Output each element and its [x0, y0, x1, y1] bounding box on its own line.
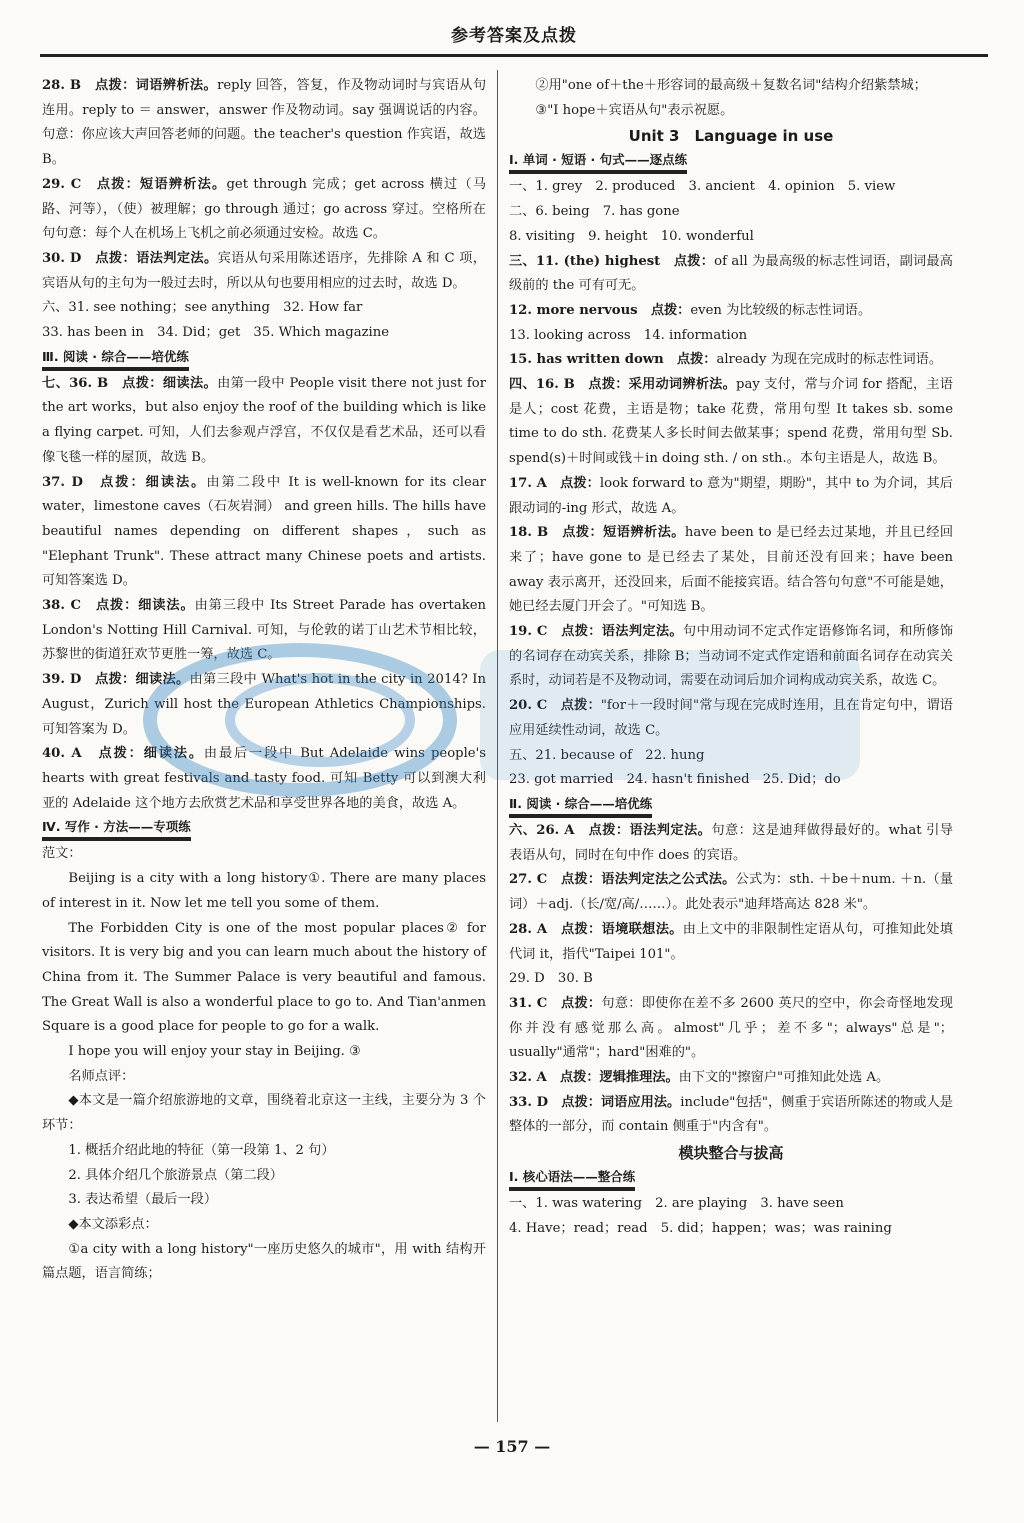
- answer-text: ◆本文是一篇介绍旅游地的文章，围绕着北京这一主线，主要分为 3 个环节：: [42, 1093, 486, 1134]
- answer-text: 由第二段中 It is well-known for its clear water，limestone caves（石灰岩洞） and green hills. The hills have beautiful names depending on different shapes，such as "Elephant Trunk". These attract many Chinese poets and artists. 可知答案选 D。: [42, 474, 486, 589]
- hint-label: 点拨：语法判定法之公式法。: [560, 872, 736, 888]
- answer-number: 三、11. (the) highest: [509, 253, 674, 269]
- answer-text: have been to 是已经去过某地，并且已经回来了；have gone to 是已经去了某处，目前还没有回来；have been away 表示离开，还没回来，后面不能接宾语。结合答句句意"不可能是她，她已经去厦门开会了。"可知选 B。: [509, 525, 954, 615]
- hint-label: 点拨：采用动词辨析法。: [588, 377, 737, 393]
- hint-label: 点拨：语法判定法。: [588, 822, 712, 838]
- answer-item: [42, 867, 486, 916]
- answer-text: include"包括"，侧重于宾语所陈述的物或人是整体的一部分，而 contain 侧重于"内含有"。: [509, 1094, 953, 1135]
- answer-item: [42, 842, 486, 867]
- answer-item: [509, 967, 953, 992]
- answer-number: 30. D: [42, 250, 96, 266]
- page-number: — 157 —: [473, 1437, 551, 1456]
- answer-text: 六、31. see nothing；see anything 32. How far: [42, 300, 363, 316]
- answer-item: [509, 744, 953, 769]
- answer-text: even 为比较级的标志性词语。: [690, 302, 872, 318]
- answer-number: 12. more nervous: [509, 302, 651, 318]
- answer-number: 六、26. A: [509, 822, 589, 838]
- answer-item: [509, 472, 953, 521]
- answer-item: [42, 1164, 486, 1189]
- hint-label: 点拨：词语辨析法。: [95, 78, 218, 93]
- hint-label: 点拨：: [560, 475, 600, 491]
- answer-number: 29. C: [42, 176, 97, 192]
- answer-text: 由上文中的非限制性定语从句，可推知此处填代词 it，指代"Taipei 101"。: [509, 921, 953, 962]
- answer-text: ◆本文添彩点：: [68, 1216, 158, 1232]
- answer-text: 由下文的"擦窗户"可推知此处选 A。: [678, 1070, 890, 1086]
- answer-number: 40. A: [42, 746, 99, 762]
- answer-text: 由第一段中 People visit there not just for the art works，but also enjoy the roof of the building which is like a flying carpet. 可知，人们去参观卢浮宫，不仅仅是看艺术品，还可以看像飞毯一样的屋顶，故选 B。: [42, 375, 487, 465]
- hint-label: 点拨：短语辨析法。: [562, 525, 685, 541]
- answer-text: 4. Have；read；read 5. did；happen；was；was raining: [509, 1220, 892, 1236]
- answer-text: 宾语从句采用陈述语序，先排除 A 和 C 项，宾语从句的主句为一般过去时，所以从句也要用相应的过去时，故选 D。: [42, 250, 486, 291]
- answer-text: 范文：: [42, 846, 82, 862]
- answer-number: 33. D: [509, 1094, 562, 1110]
- answer-text: 2. 具体介绍几个旅游景点（第二段）: [68, 1167, 283, 1183]
- hint-label: 点拨：细读法。: [95, 672, 190, 688]
- hint-label: 点拨：: [650, 302, 691, 318]
- answer-item: [42, 917, 486, 1041]
- hint-label: 点拨：: [560, 698, 601, 714]
- answer-item: [42, 372, 486, 471]
- answer-item: [509, 373, 953, 472]
- hint-label: 点拨：细读法。: [100, 474, 207, 490]
- answer-text: 句中用动词不定式作定语修饰名词，和所修饰的名词存在动宾关系，排除 B；当动词不定式作定语和前面名词存在动宾关系时，动词若是不及物动词，需要在动词后加介词构成动宾关系，故选 C。: [509, 624, 954, 689]
- answer-text: pay 支付，常与介词 for 搭配，主语是人；cost 花费，主语是物；take 花费，常用句型 It takes sb. some time to do sth. 花费某人多长时间去做某事；spend 花费，常用句型 Sb. spend(s)＋时间或钱＋in doing sth. / on sth.。本句主语是人，故选 B。: [509, 377, 953, 467]
- answer-item: [509, 768, 953, 793]
- answer-number: 15. has written down: [509, 352, 677, 368]
- answer-text: 句意：这是迪拜做得最好的。what 引导表语从句，同时在句中作 does 的宾语。: [509, 822, 953, 863]
- answer-text: 五、21. because of 22. hung: [509, 747, 705, 763]
- answer-item: [509, 1091, 953, 1140]
- answer-item: [509, 175, 953, 200]
- answer-number: 七、36. B: [42, 375, 123, 391]
- answer-text: 13. looking across 14. information: [509, 327, 748, 343]
- answer-item: [42, 1089, 486, 1138]
- answer-number: 20. C: [509, 698, 561, 714]
- answer-text: 句意：即使你在差不多 2600 英尺的空中，你会奇怪地发现你并没有感觉那么高。almost"几乎；差不多"；always"总是"；usually"通常"；hard"困难的"。: [509, 995, 953, 1061]
- section-heading: Ⅲ. 阅读 · 综合——培优练: [42, 347, 189, 371]
- answer-number: 19. C: [509, 624, 562, 640]
- answer-item: [509, 992, 953, 1066]
- answer-number: 32. A: [509, 1070, 560, 1086]
- hint-label: 点拨：细读法。: [98, 746, 204, 762]
- answer-item: [509, 1217, 953, 1242]
- left-column: [42, 74, 486, 1287]
- answer-text: "for＋一段时间"常与现在完成时连用，且在肯定句中，谓语应用延续性动词，故选 C。: [509, 698, 953, 738]
- right-column: [509, 74, 953, 1242]
- section-heading: Ⅰ. 单词 · 短语 · 句式——逐点练: [509, 150, 687, 174]
- hint-label: 点拨：: [676, 352, 717, 368]
- section-heading: Ⅱ. 阅读 · 综合——培优练: [509, 794, 652, 818]
- answer-item: [509, 324, 953, 349]
- answer-text: 23. got married 24. hasn't finished 25. Did；do: [509, 772, 841, 788]
- answer-text: reply 回答，答复，作及物动词时与宾语从句连用。reply to ＝ answer，answer 作及物动词。say 强调说话的内容。句意：你应该大声回答老师的问题。the teacher's question 作宾语，故选 B。: [42, 78, 487, 168]
- hint-label: 点拨：: [673, 253, 715, 269]
- answer-text: already 为现在完成时的标志性词语。: [716, 352, 943, 368]
- answer-number: 28. B: [42, 78, 95, 93]
- answer-item: [509, 819, 953, 868]
- hint-label: 点拨：细读法。: [95, 598, 195, 614]
- answer-text: I hope you will enjoy your stay in Beijing. ③: [68, 1044, 361, 1060]
- hint-label: 点拨：词语应用法。: [561, 1094, 681, 1110]
- answer-item: [42, 742, 486, 816]
- answer-text: get through 完成；get across 横过（马路、河等），（使）被理解；go through 通过；go across 穿过。空格所在句句意：每个人在机场上飞机之前必须通过安检。故选 C。: [42, 176, 487, 242]
- answer-item: [509, 1066, 953, 1091]
- answer-item: [42, 247, 486, 296]
- answer-number: 39. D: [42, 672, 96, 688]
- answer-text: 3. 表达希望（最后一段）: [68, 1192, 218, 1208]
- answer-item: [509, 620, 953, 694]
- answer-item: [42, 321, 486, 346]
- answer-item: [42, 296, 486, 321]
- hint-label: 点拨：细读法。: [122, 375, 218, 391]
- answer-number: 四、16. B: [509, 377, 589, 393]
- answer-item: [42, 1065, 486, 1090]
- answer-item: [42, 1188, 486, 1213]
- answer-number: 18. B: [509, 525, 563, 541]
- answer-item: [42, 173, 486, 247]
- answer-text: ①a city with a long history"一座历史悠久的城市"，用 with 结构开篇点题，语言简练；: [42, 1241, 486, 1282]
- answer-item: [42, 1040, 486, 1065]
- answer-item: [509, 200, 953, 225]
- answer-item: [42, 471, 486, 595]
- answer-text: of all 为最高级的标志性词语，副词最高级前的 the 可有可无。: [509, 253, 953, 294]
- answer-item: [509, 348, 953, 373]
- answer-item: [509, 918, 953, 967]
- answer-number: 28. A: [509, 921, 561, 937]
- answer-text: 33. has been in 34. Did；get 35. Which magazine: [42, 325, 390, 341]
- answer-number: 17. A: [509, 475, 561, 491]
- hint-label: 点拨：逻辑推理法。: [559, 1070, 679, 1086]
- section-heading: Ⅳ. 写作 · 方法——专项练: [42, 817, 191, 841]
- answer-text: look forward to 意为"期望，期盼"，其中 to 为介词，其后跟动词的-ing 形式，故选 A。: [509, 475, 953, 516]
- section-heading: Ⅰ. 核心语法——整合练: [509, 1167, 635, 1191]
- hint-label: 点拨：语法判定法。: [95, 250, 218, 266]
- answer-item: [509, 868, 953, 917]
- answer-text: ③"I hope＋宾语从句"表示祝愿。: [535, 102, 734, 118]
- answer-text: 8. visiting 9. height 10. wonderful: [509, 228, 754, 244]
- answer-text: 由第三段中 What's hot in the city in 2014? In August，Zurich will host the European Athletics Championships. 可知答案为 D。: [42, 672, 487, 737]
- answer-number: 38. C: [42, 598, 96, 614]
- answer-item: [509, 521, 953, 620]
- column-divider: [497, 70, 498, 1422]
- answer-text: 由最后一段中 But Adelaide wins people's hearts with great festivals and tasty food. 可知 Betty 可以到澳大利亚的 Adelaide 这个地方去欣赏艺术品和享受世界各地的美食，故选 A。: [42, 746, 486, 811]
- answer-item: [509, 1192, 953, 1217]
- answer-text: 由第三段中 Its Street Parade has overtaken London's Notting Hill Carnival. 可知，与伦敦的诺丁山艺术节相比较，苏黎世的街道狂欢节更胜一筹，故选 C。: [42, 598, 486, 663]
- answer-text: 1. 概括介绍此地的特征（第一段第 1、2 句）: [68, 1142, 335, 1158]
- answer-number: 27. C: [509, 872, 561, 888]
- answer-text: 29. D 30. B: [509, 971, 593, 987]
- hint-label: 点拨：: [561, 995, 602, 1011]
- answer-text: 名师点评：: [68, 1068, 135, 1084]
- answer-text: ②用"one of＋the＋形容词的最高级＋复数名词"结构介绍紫禁城；: [535, 78, 927, 93]
- answer-number: 37. D: [42, 474, 101, 490]
- answer-item: [509, 250, 953, 299]
- answer-item: [42, 74, 486, 173]
- answer-text: 一、1. was watering 2. are playing 3. have seen: [509, 1196, 844, 1212]
- page-header: 参考答案及点拨: [40, 18, 988, 57]
- hint-label: 点拨：语境联想法。: [560, 921, 683, 937]
- answer-item: [509, 225, 953, 250]
- answer-text: Beijing is a city with a long history①. There are many places of interest in it. Now let me tell you some of them.: [42, 871, 486, 911]
- hint-label: 点拨：语法判定法。: [561, 624, 683, 640]
- answer-text: 公式为：sth. ＋be＋num. ＋n.（量词）＋adj.（长/宽/高/……）。此处表示"迪拜塔高达 828 米"。: [509, 872, 954, 913]
- answer-text: 二、6. being 7. has gone: [509, 204, 680, 220]
- answer-item: [42, 1139, 486, 1164]
- answer-text: 一、1. grey 2. produced 3. ancient 4. opinion 5. view: [509, 179, 896, 195]
- unit-title: Unit 3 Language in use: [628, 127, 834, 146]
- answer-item: [42, 594, 486, 668]
- answer-item: [42, 1238, 486, 1287]
- answer-item: [509, 74, 953, 99]
- answer-item: [42, 1213, 486, 1238]
- answer-item: [509, 694, 953, 743]
- answer-text: The Forbidden City is one of the most popular places② for visitors. It is very big and you can learn much about the history of China from it. The Summer Palace is very beautiful and famous. The Great Wall is also a wonderful place to go to. And Tian'anmen Square is a good place for people to go for a walk.: [42, 920, 486, 1035]
- answer-item: [509, 99, 953, 124]
- hint-label: 点拨：短语辨析法。: [96, 176, 227, 192]
- answer-item: [42, 668, 486, 742]
- answer-number: 31. C: [509, 995, 562, 1011]
- answer-item: [509, 299, 953, 324]
- unit-title: 模块整合与拔高: [678, 1144, 784, 1163]
